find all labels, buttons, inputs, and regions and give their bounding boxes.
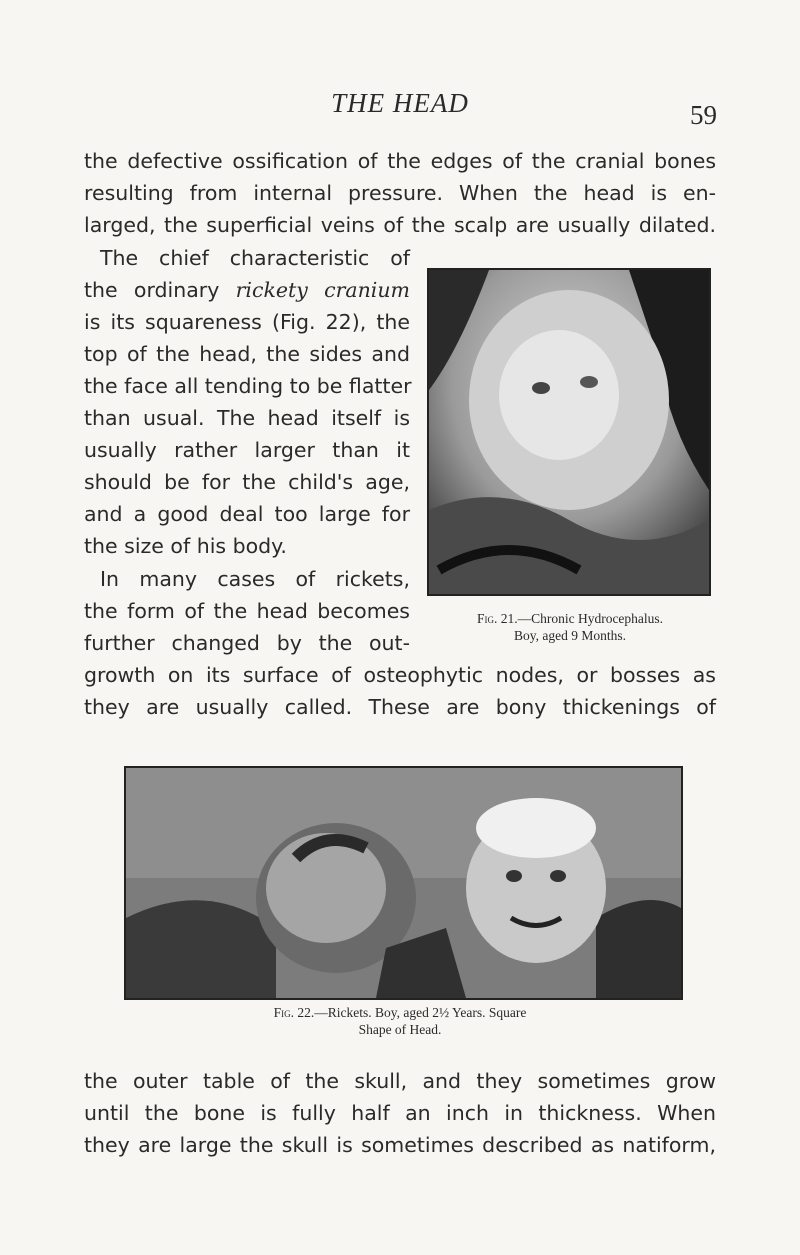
- closing-line: the outer table of the skull, and they sometimes grow: [84, 1069, 716, 1093]
- body-line: growth on its surface of osteophytic nodes, or bosses as: [84, 663, 716, 687]
- body-line: In many cases of rickets,: [100, 567, 410, 591]
- fig22-caption-line2: Shape of Head.: [358, 1022, 442, 1037]
- fig22-caption-text: —Rickets. Boy, aged 2½ Years. Square: [314, 1005, 527, 1020]
- body-line: the face all tending to be flatter: [84, 374, 412, 398]
- fig22-caption-line1: [150, 1004, 650, 1021]
- body-line: should be for the child's age,: [84, 470, 410, 494]
- body-line: the defective ossification of the edges of the cranial bones: [84, 149, 716, 173]
- body-line: top of the head, the sides and: [84, 342, 410, 366]
- closing-line: they are large the skull is sometimes described as natiform,: [84, 1133, 716, 1157]
- body-line: the size of his body.: [84, 534, 287, 558]
- body-line: is its squareness (Fig. 22), the: [84, 310, 410, 334]
- body-line: and a good deal too large for: [84, 502, 410, 526]
- body-line: usually rather larger than it: [84, 438, 410, 462]
- fig22-label: Fig. 22.: [273, 1005, 315, 1020]
- fig21-caption-text: —Chronic Hydrocephalus.: [517, 611, 664, 626]
- page-number: 59: [690, 100, 717, 130]
- fig21-caption-line1: [420, 610, 720, 627]
- fig21-label: Fig. 21.: [476, 611, 518, 626]
- italic-term: rickety cranium: [235, 278, 410, 302]
- body-line: larged, the superficial veins of the scalp are usually dilated.: [84, 213, 716, 237]
- fig21-caption-line2: Boy, aged 9 Months.: [514, 628, 626, 643]
- body-line: the form of the head becomes: [84, 599, 410, 623]
- body-line: The chief characteristic of: [100, 246, 410, 270]
- body-line: they are usually called. These are bony thickenings of: [84, 695, 716, 719]
- fig22-photo: [124, 766, 683, 1000]
- running-head: THE HEAD: [331, 88, 469, 118]
- body-line: further changed by the out-: [84, 631, 410, 655]
- body-line: than usual. The head itself is: [84, 406, 410, 430]
- body-text: the ordinary: [84, 278, 236, 302]
- fig21-caption: [420, 610, 720, 644]
- body-line: resulting from internal pressure. When the head is en-: [84, 181, 716, 205]
- fig21-photo: [427, 268, 711, 596]
- closing-line: until the bone is fully half an inch in thickness. When: [84, 1101, 716, 1125]
- body-line: [84, 275, 410, 305]
- fig22-caption: [150, 1004, 650, 1038]
